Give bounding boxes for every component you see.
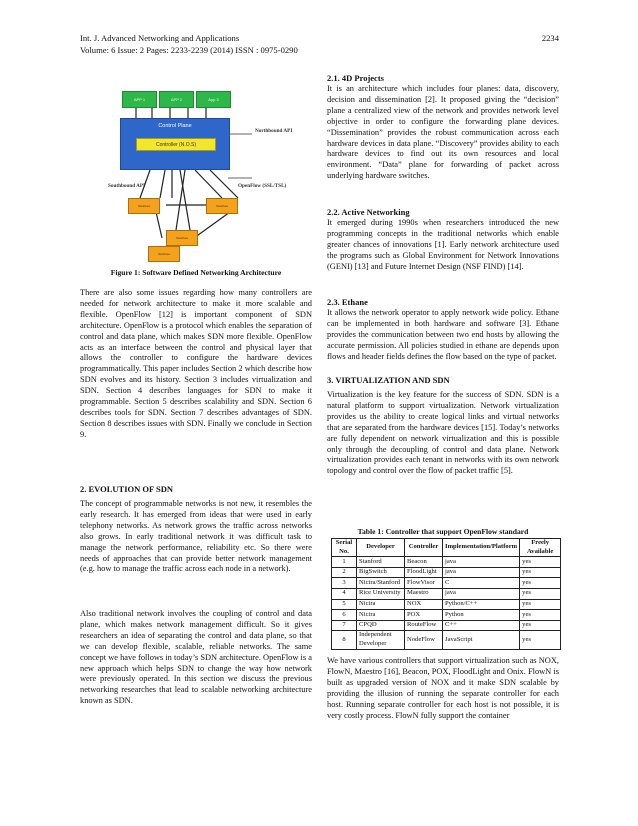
table-cell: POX xyxy=(405,610,443,621)
table-cell: yes xyxy=(520,567,561,578)
table-cell: Nicira xyxy=(357,599,405,610)
journal-volume: Volume: 6 Issue: 2 Pages: 2233-2239 (2014) ISSN : 0975-0290 xyxy=(80,44,298,55)
journal-header xyxy=(80,33,298,56)
table-cell: 5 xyxy=(332,599,357,610)
section-2-title: 2. EVOLUTION OF SDN xyxy=(80,484,174,494)
table-cell: Independent Developer xyxy=(357,631,405,649)
switch-box: Switches xyxy=(206,198,238,214)
table-cell: NOX xyxy=(405,599,443,610)
control-plane-label: Control Plane xyxy=(158,123,192,129)
table-cell: Stanford xyxy=(357,557,405,568)
table-cell: Nicira/Stanford xyxy=(357,578,405,589)
table-cell: C++ xyxy=(443,620,520,631)
section-2-2-title: 2.2. Active Networking xyxy=(327,207,410,217)
table-cell: C xyxy=(443,578,520,589)
table-cell: Maestro xyxy=(405,588,443,599)
switch-box: Switches xyxy=(128,198,160,214)
page-number: 2234 xyxy=(541,33,559,43)
controller-table xyxy=(331,538,561,650)
section-2-paragraph: The concept of programmable networks is not new, it resembles the early research. It has emerged from ideas that were used in early telephony networks. As network grows the traffic across networks also grows. In early traditional network it was difficult task to manage the network performance, reliability etc. So there were needs of approaches that can provide better network management (e.g. how to manage the traffic across each node in a network). xyxy=(80,499,312,574)
table-cell: Beacon xyxy=(405,557,443,568)
section-2-3-paragraph: It allows the network operator to apply network wide policy. Ethane can be implemented in both hardware and software [3]. Ethane provides the communication between two end hosts by allowing the accurate permission. All policies studied in ethane are depends upon flows and header fields defines the flow based on the type of packet. xyxy=(327,308,559,361)
table-header-cell: Controller xyxy=(405,539,443,557)
table-row xyxy=(332,588,561,599)
table-cell: yes xyxy=(520,631,561,649)
table-cell: java xyxy=(443,588,520,599)
journal-title: Int. J. Advanced Networking and Applications xyxy=(80,33,240,43)
table-row xyxy=(332,578,561,589)
section-2-1-title: 2.1. 4D Projects xyxy=(327,73,384,83)
table-cell: yes xyxy=(520,620,561,631)
table-row xyxy=(332,631,561,649)
table-cell: NodeFlow xyxy=(405,631,443,649)
table-cell: Python/C++ xyxy=(443,599,520,610)
table-cell: yes xyxy=(520,557,561,568)
table-cell: 7 xyxy=(332,620,357,631)
table-body xyxy=(332,557,561,649)
table-cell: 3 xyxy=(332,578,357,589)
table-cell: 2 xyxy=(332,567,357,578)
table-row xyxy=(332,620,561,631)
section-2-2-paragraph: It emerged during 1990s when researchers introduced the new programming concepts in the traditional networks which enable greater chances of innovations [1]. Early network architecture used the programs such as Global Environment for Network Innovations (GENI) [13] and Future Internet Design (NSF FIND) [14]. xyxy=(327,218,559,271)
table-row xyxy=(332,557,561,568)
table-cell: yes xyxy=(520,599,561,610)
section-2-1-paragraph: It is an architecture which includes four planes: data, discovery, decision and dissemination [2]. It proposed giving the “decision” plane a centralized view of the network and provides network level objective in order to configure the forwarding plane devices. “Dissemination” provides the robust communication across each hardware devices in data plane. “Discovery” provides ability to each hardware devices to find out its own resources and local environment. “Data” plane for forwarding of packet across underlying hardware switches. xyxy=(327,84,559,181)
table-cell: FloodLight xyxy=(405,567,443,578)
table-cell: yes xyxy=(520,578,561,589)
switch-box: Switches xyxy=(166,230,198,246)
section-3-paragraph-2: We have various controllers that support virtualization such as NOX, FlowN, Maestro [16], Beacon, POX, FloodLight and Onix. FlowN is built as upgraded version of NOX and it make SDN scalable by providing the illusion of running the separate controller for each host. Running separate controller for each host is not possible, it is very costly process. FlowN fully support the container xyxy=(327,656,559,720)
section-2-paragraph-2: Also traditional network involves the coupling of control and data plane, which makes network management difficult. So it gives researchers an idea of separating the control and data plane, so that we can develop flexible, scalable, reliable networks. The same concept we have follows in today’s SDN architecture. OpenFlow is a new approach which helps SDN to change the way how network were previously operated. In this section we discuss the previous networking researches that lead to scalable networking architecture known as SDN. xyxy=(80,609,312,706)
table-row xyxy=(332,599,561,610)
openflow-label: OpenFlow (SSL/TSL) xyxy=(238,183,287,189)
table-cell: CPQD xyxy=(357,620,405,631)
table-cell: Rice University xyxy=(357,588,405,599)
app-box: APP 1 xyxy=(122,91,157,108)
section-3-paragraph: Virtualization is the key feature for the success of SDN. SDN is a natural platform to support virtualization. Network virtualization provides us the ability to create logical links and virtual networks that are separated from the hardware devices [15]. Today’s networks are fully dependent on network virtualization and this is possible only through the decoupling of control and data plane. Network virtualization provides each tenant in networks with its own network topology and control over the flow of packet traffic [5]. xyxy=(327,390,559,476)
table-cell: java xyxy=(443,557,520,568)
table-cell: 1 xyxy=(332,557,357,568)
table-header-cell: Implementation/Platform xyxy=(443,539,520,557)
table-header-row xyxy=(332,539,561,557)
table-cell: 8 xyxy=(332,631,357,649)
northbound-label: Northbound API xyxy=(255,128,293,134)
southbound-label: Southbound API xyxy=(108,183,146,189)
sdn-architecture-figure xyxy=(110,80,306,264)
intro-paragraph: There are also some issues regarding how many controllers are needed for network architecture to make it more scalable and flexible. OpenFlow [12] is important component of SDN architecture. OpenFlow is a protocol which enables the separation of control and data plane, which makes SDN more flexible. OpenFlow acts as an interface between the control and physical layer that allows the controller to configure the hardware devices programmatically. This paper includes Section 2 which describe how SDN evolves and its history. Section 3 includes virtualization and SDN. Section 4 describes languages for SDN to make it programmable. Section 5 describes scalability and SDN. Section 6 describes tools for SDN. Section 7 describes advantages of SDN. Section 8 describes issues with SDN. Finally we conclude in Section 9. xyxy=(80,288,312,439)
table-cell: 6 xyxy=(332,610,357,621)
table-caption: Table 1: Controller that support OpenFlow standard xyxy=(357,527,529,536)
table-row xyxy=(332,610,561,621)
table-cell: JavaScript xyxy=(443,631,520,649)
table-cell: 4 xyxy=(332,588,357,599)
table-header-cell: Developer xyxy=(357,539,405,557)
switch-box: Switches xyxy=(148,246,180,262)
table-cell: RouteFlow xyxy=(405,620,443,631)
app-box: APP 2 xyxy=(159,91,194,108)
table-cell: Python xyxy=(443,610,520,621)
table-header-cell: Serial No. xyxy=(332,539,357,557)
controller-box: Controller (N.O.S) xyxy=(136,138,216,151)
app-box: App 3 xyxy=(196,91,231,108)
table-cell: java xyxy=(443,567,520,578)
table-cell: Nicira xyxy=(357,610,405,621)
section-2-3-title: 2.3. Ethane xyxy=(327,297,368,307)
table-header-cell: Freely Available xyxy=(520,539,561,557)
table-cell: yes xyxy=(520,610,561,621)
table-cell: BigSwitch xyxy=(357,567,405,578)
table-cell: yes xyxy=(520,588,561,599)
table-cell: FlowVisor xyxy=(405,578,443,589)
section-3-title: 3. VIRTUALIZATION AND SDN xyxy=(327,375,450,385)
table-row xyxy=(332,567,561,578)
figure-caption: Figure 1: Software Defined Networking Architecture xyxy=(110,268,282,277)
